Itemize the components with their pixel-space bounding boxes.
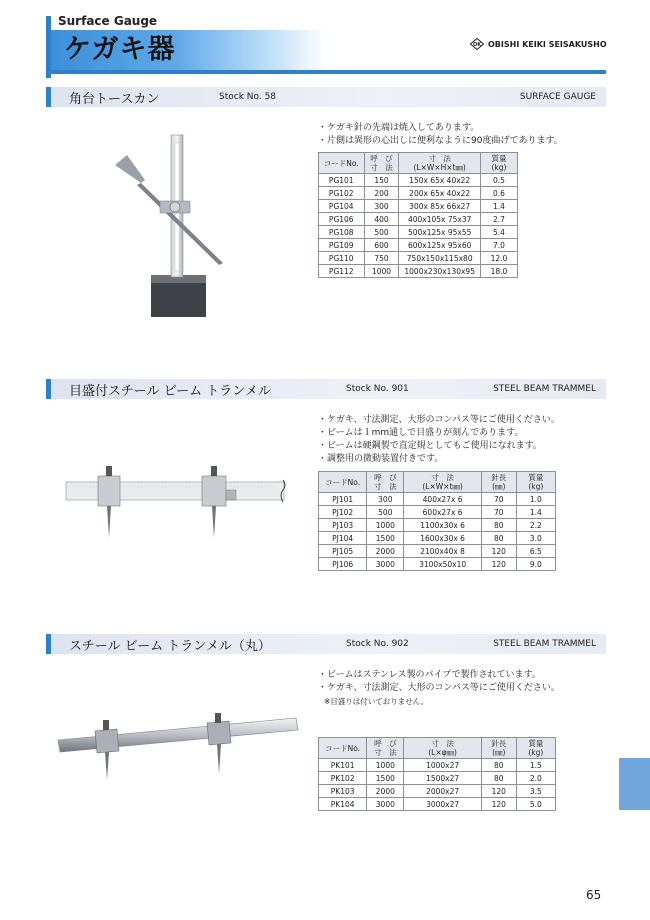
table-cell: 1000x27 [404,759,482,772]
table-cell: 200 [364,187,399,200]
table-cell: 6.5 [516,545,555,558]
table-cell: 600x27x 6 [404,506,482,519]
section-header-surface-gauge [46,87,606,107]
table-cell: 0.6 [480,187,517,200]
table-cell: 300 [367,493,404,506]
table-cell: PK104 [319,798,367,811]
table-cell: PJ103 [319,519,367,532]
table-cell: 80 [481,759,516,772]
svg-text:OK: OK [472,42,482,48]
section-header-round-beam-trammel [46,634,606,654]
col-header-mass: 質量 (kg) [516,472,555,493]
col-header-code: コードNo. [319,738,367,759]
table-cell: 400x27x 6 [404,493,482,506]
table-cell: PG110 [319,252,365,265]
table-row [319,798,556,811]
page-title: ケガキ器 [64,34,176,65]
table-cell: 1500 [367,772,404,785]
surface-gauge-image [105,125,235,325]
table-cell: 500 [367,506,404,519]
table-cell: PJ102 [319,506,367,519]
table-cell: PG101 [319,174,365,187]
table-row [319,187,518,200]
table-row [319,519,556,532]
table-row [319,200,518,213]
table-cell: 600x125x 95x60 [399,239,481,252]
col-header-mass: 質量 (kg) [480,153,517,174]
table-cell: 5.0 [516,798,555,811]
table-cell: PK101 [319,759,367,772]
note: ※目盛りは付いておりません。 [324,697,429,706]
table-cell: PG106 [319,213,365,226]
header-rule [51,70,606,74]
table-cell: PK102 [319,772,367,785]
spec-table-pj [318,471,556,571]
table-cell: 400 [364,213,399,226]
table-row [319,785,556,798]
table-cell: PJ105 [319,545,367,558]
table-cell: 18.0 [480,265,517,278]
table-row [319,226,518,239]
section-english-title: STEEL BEAM TRAMMEL [493,639,596,649]
table-cell: 120 [481,785,516,798]
table-cell: 120 [481,798,516,811]
table-cell: 3000 [367,558,404,571]
table-row [319,213,518,226]
bullet-list [318,414,560,466]
table-cell: 80 [481,772,516,785]
section-title: 角台トースカン [69,92,160,107]
section-english-title: STEEL BEAM TRAMMEL [493,384,596,394]
table-cell: 7.0 [480,239,517,252]
spec-table-pg [318,152,518,278]
bullet-item: ・ケガキ針の先端は焼入してあります。 [318,123,480,133]
bullet-item: ・ビームは硬鋼製で直定規としてもご使用になれます。 [318,441,542,451]
brand-logo-icon [470,38,484,50]
table-cell: 1.0 [516,493,555,506]
table-row [319,772,556,785]
table-cell: 1000 [367,519,404,532]
table-cell: 80 [481,519,516,532]
table-row [319,493,556,506]
table-cell: 80 [481,532,516,545]
table-cell: 500x125x 95x55 [399,226,481,239]
table-cell: PK103 [319,785,367,798]
page-number: 65 [586,888,602,902]
table-cell: PG108 [319,226,365,239]
table-row [319,759,556,772]
table-cell: 3.0 [516,532,555,545]
table-cell: PG109 [319,239,365,252]
brand [470,38,607,50]
table-cell: 70 [481,493,516,506]
col-header-needle-length: 針長 (㎜) [481,738,516,759]
table-cell: 2.7 [480,213,517,226]
table-cell: 1000 [364,265,399,278]
col-header-dimensions: 寸 法 (L×φ㎜) [404,738,482,759]
table-cell: PJ106 [319,558,367,571]
table-cell: 12.0 [480,252,517,265]
table-row [319,239,518,252]
table-cell: 3000 [367,798,404,811]
table-cell: 2000 [367,785,404,798]
table-cell: 1100x30x 6 [404,519,482,532]
table-row [319,265,518,278]
stock-number: Stock No. 902 [346,639,409,649]
col-header-dimensions: 寸 法 (L×W×H×t㎜) [399,153,481,174]
bullet-item: ・片側は異形の心出しに便利なように90度曲げてあります。 [318,136,563,146]
steel-beam-trammel-image [64,460,294,550]
stock-number: Stock No. 901 [346,384,409,394]
table-cell: 3.5 [516,785,555,798]
table-cell: 2000 [367,545,404,558]
table-row [319,558,556,571]
section-header-steel-beam-trammel [46,379,606,399]
table-cell: 300 [364,200,399,213]
table-cell: 3100x50x10 [404,558,482,571]
table-cell: 2.0 [516,772,555,785]
table-cell: 1500 [367,532,404,545]
table-cell: 1.4 [480,200,517,213]
bullet-item: ・ケガキ、寸法測定、大形のコンパス等にご使用ください。 [318,683,560,693]
bullet-item: ・ビームはステンレス製のパイプで製作されています。 [318,670,541,680]
table-cell: 150 [364,174,399,187]
table-cell: 200x 65x 40x22 [399,187,481,200]
col-header-nominal: 呼 び 寸 法 [367,472,404,493]
table-cell: 2.2 [516,519,555,532]
table-cell: 500 [364,226,399,239]
table-cell: 1000 [367,759,404,772]
table-cell: 120 [481,545,516,558]
chapter-side-tab [619,758,650,810]
bullet-list [318,122,563,148]
section-title: スチール ビーム トランメル（丸） [69,639,271,654]
table-cell: 2000x27 [404,785,482,798]
table-cell: 0.5 [480,174,517,187]
section-title: 目盛付スチール ビーム トランメル [69,384,271,399]
table-cell: 300x 85x 66x27 [399,200,481,213]
table-cell: 2100x40x 8 [404,545,482,558]
table-cell: PG102 [319,187,365,200]
col-header-mass: 質量 (kg) [516,738,555,759]
table-cell: PJ101 [319,493,367,506]
col-header-nominal: 呼 び 寸 法 [367,738,404,759]
table-cell: 600 [364,239,399,252]
table-row [319,532,556,545]
table-cell: 120 [481,558,516,571]
category-label: Surface Gauge [58,14,158,28]
table-cell: 9.0 [516,558,555,571]
table-cell: PG104 [319,200,365,213]
table-row [319,252,518,265]
col-header-nominal: 呼 び 寸 法 [364,153,399,174]
table-cell: 70 [481,506,516,519]
table-row [319,545,556,558]
stock-number: Stock No. 58 [219,92,277,102]
table-cell: 1.5 [516,759,555,772]
bullet-item: ・ケガキ、寸法測定、大形のコンパス等にご使用ください。 [318,415,560,425]
col-header-code: コードNo. [319,153,365,174]
table-cell: 1.4 [516,506,555,519]
section-english-title: SURFACE GAUGE [519,92,596,102]
table-cell: 3000x27 [404,798,482,811]
table-cell: 750 [364,252,399,265]
table-cell: 1600x30x 6 [404,532,482,545]
col-header-dimensions: 寸 法 (L×W×t㎜) [404,472,482,493]
spec-table-pk [318,737,556,811]
table-row [319,174,518,187]
table-cell: 750x150x115x80 [399,252,481,265]
table-cell: 1000x230x130x95 [399,265,481,278]
bullet-item: ・ビームは１mm通しで目盛りが刻んであります。 [318,428,524,438]
bullet-item: ・調整用の微動装置付きです。 [318,454,444,464]
table-cell: PG112 [319,265,365,278]
round-beam-trammel-image [52,712,302,782]
col-header-code: コードNo. [319,472,367,493]
table-cell: 5.4 [480,226,517,239]
table-cell: PJ104 [319,532,367,545]
brand-name: OBISHI KEIKI SEISAKUSHO [488,39,607,49]
table-row [319,506,556,519]
table-cell: 400x105x 75x37 [399,213,481,226]
bullet-list [318,669,560,708]
table-cell: 1500x27 [404,772,482,785]
col-header-needle-length: 針長 (㎜) [481,472,516,493]
table-cell: 150x 65x 40x22 [399,174,481,187]
